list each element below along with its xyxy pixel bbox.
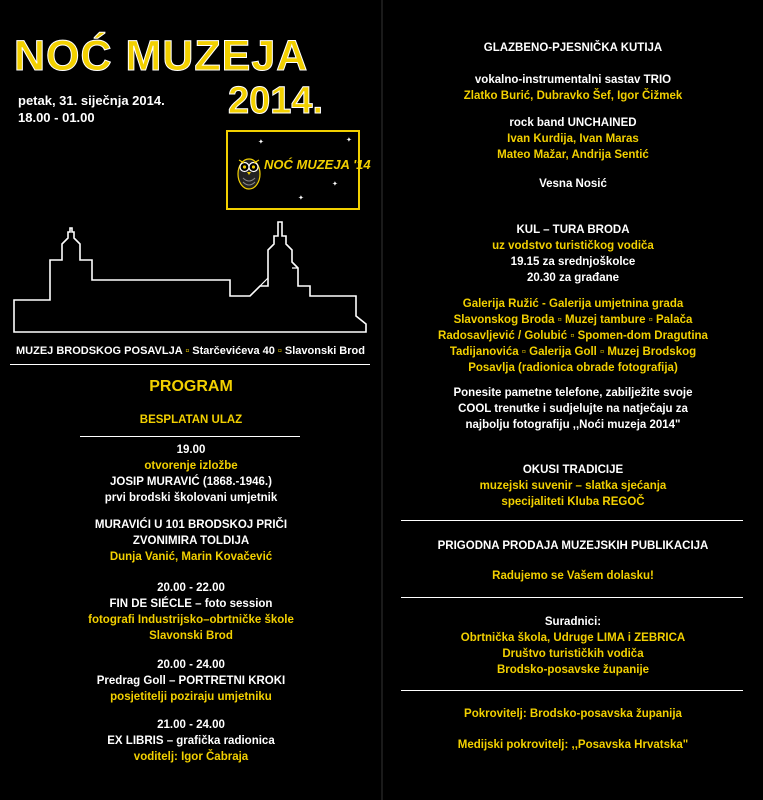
event-time: 20.00 - 24.00 xyxy=(157,659,225,671)
event-time: 18.00 - 01.00 xyxy=(18,110,95,125)
trio-members: Zlatko Burić, Dubravko Šef, Igor Čižmek xyxy=(463,90,683,102)
poster-title: NOĆ MUZEJA xyxy=(14,32,309,80)
event-item xyxy=(0,517,382,565)
contest-line: najbolju fotografiju ,,Noći muzeja 2014" xyxy=(465,419,681,431)
trio-label: vokalno-instrumentalni sastav TRIO xyxy=(474,74,672,86)
partners-section xyxy=(383,614,763,678)
tradition-line: specijaliteti Kluba REGOČ xyxy=(501,496,645,508)
band-label: rock band UNCHAINED xyxy=(509,117,637,129)
welcome-text: Radujemo se Vašem dolasku! xyxy=(492,570,654,582)
city: Slavonski Brod xyxy=(284,345,365,357)
event-line: JOSIP MURAVIĆ (1868.-1946.) xyxy=(110,476,272,488)
event-line: MURAVIĆI U 101 BRODSKOJ PRIČI xyxy=(94,519,288,531)
divider xyxy=(401,690,743,691)
event-line: ZVONIMIRA TOLDIJA xyxy=(132,535,250,547)
contest-line: Ponesite pametne telefone, zabilježite svoje xyxy=(453,387,693,399)
gallery-line: Radosavljević / Golubić ▫ Spomen-dom Dragutina xyxy=(438,330,708,342)
divider xyxy=(10,364,370,365)
contest-line: COOL trenutke i sudjelujte na natječaju za xyxy=(458,403,688,415)
program-title: PROGRAM xyxy=(149,378,233,395)
section-title: PRIGODNA PRODAJA MUZEJSKIH PUBLIKACIJA xyxy=(437,540,709,552)
logo-text: NOĆ MUZEJA '14 xyxy=(264,157,371,172)
program-heading xyxy=(0,378,382,396)
gallery-line: Tadijanovića ▫ Galerija Goll ▫ Muzej Brodskog xyxy=(449,346,697,358)
tour-time: 20.30 za građane xyxy=(526,272,620,284)
poster-year: 2014. xyxy=(228,80,324,122)
star-icon: ✦ xyxy=(298,195,304,202)
entry-info xyxy=(0,412,382,428)
event-line: Predrag Goll – PORTRETNI KROKI xyxy=(96,675,286,687)
divider xyxy=(80,436,300,437)
music-box-section xyxy=(383,40,763,56)
event-time: 21.00 - 24.00 xyxy=(157,719,225,731)
band-members: Mateo Mažar, Andrija Sentić xyxy=(497,149,649,161)
owl-icon xyxy=(236,150,262,192)
media-sponsor-line: Medijski pokrovitelj: ,,Posavska Hrvatska" xyxy=(457,739,689,751)
section-title: Suradnici: xyxy=(544,616,602,628)
separator-icon: ▫ xyxy=(185,345,190,357)
band-section xyxy=(383,115,763,163)
sale-section xyxy=(383,538,763,554)
partner-line: Brodsko-posavske županije xyxy=(496,664,650,676)
section-title: GLAZBENO-PJESNIČKA KUTIJA xyxy=(483,42,663,54)
star-icon: ✦ xyxy=(332,181,338,188)
tour-section xyxy=(383,222,763,286)
tradition-section xyxy=(383,462,763,510)
media-sponsor-section xyxy=(383,737,763,753)
sponsor-line: Pokrovitelj: Brodsko-posavska županija xyxy=(464,708,682,720)
free-entry: BESPLATAN ULAZ xyxy=(139,414,243,426)
section-title: KUL – TURA BRODA xyxy=(516,224,630,236)
star-icon: ✦ xyxy=(346,137,352,144)
street: Starčevićeva 40 xyxy=(192,345,275,357)
divider xyxy=(401,597,743,598)
poet-name: Vesna Nosić xyxy=(539,178,607,190)
separator-icon: ▫ xyxy=(277,345,282,357)
event-date: petak, 31. siječnja 2014. xyxy=(18,93,165,108)
tour-time: 19.15 za srednjoškolce xyxy=(510,256,636,268)
right-column xyxy=(383,0,763,800)
poet-section xyxy=(383,176,763,192)
trio-section xyxy=(383,72,763,104)
event-line: voditelj: Igor Čabraja xyxy=(133,751,249,763)
event-time: 20.00 - 22.00 xyxy=(157,582,225,594)
event-line: FIN DE SIÉCLE – foto session xyxy=(109,598,273,610)
galleries-list xyxy=(383,296,763,376)
event-item xyxy=(0,657,382,705)
sponsor-section xyxy=(383,706,763,722)
event-line: EX LIBRIS – grafička radionica xyxy=(107,735,275,747)
gallery-line: Galerija Ružić - Galerija umjetnina grada xyxy=(462,298,684,310)
event-logo xyxy=(226,130,371,210)
partner-line: Obrtnička škola, Udruge LIMA i ZEBRICA xyxy=(460,632,686,644)
divider xyxy=(401,520,743,521)
event-item xyxy=(0,717,382,765)
partner-line: Društvo turističkih vodiča xyxy=(502,648,644,660)
museum-address xyxy=(16,345,365,357)
tour-guide: uz vodstvo turističkog vodiča xyxy=(492,240,654,252)
event-line: posjetitelji poziraju umjetniku xyxy=(110,691,272,703)
event-time: 19.00 xyxy=(176,444,206,456)
event-line: otvorenje izložbe xyxy=(144,460,238,472)
event-line: fotografi Industrijsko–obrtničke škole xyxy=(88,614,294,626)
event-line: prvi brodski školovani umjetnik xyxy=(104,492,278,504)
museum-outline-icon xyxy=(10,220,372,342)
event-line: Dunja Vanić, Marin Kovačević xyxy=(109,551,273,563)
star-icon: ✦ xyxy=(258,139,264,146)
section-title: OKUSI TRADICIJE xyxy=(522,464,624,476)
event-item xyxy=(0,442,382,506)
gallery-line: Slavonskog Broda ▫ Muzej tambure ▫ Palača xyxy=(453,314,693,326)
museum-name: MUZEJ BRODSKOG POSAVLJA xyxy=(16,345,183,357)
welcome-section xyxy=(383,568,763,584)
tradition-line: muzejski suvenir – slatka sjećanja xyxy=(479,480,667,492)
event-line: Slavonski Brod xyxy=(149,630,233,642)
gallery-line: Posavlja (radionica obrade fotografija) xyxy=(468,362,678,374)
band-members: Ivan Kurdija, Ivan Maras xyxy=(507,133,639,145)
event-item xyxy=(0,580,382,644)
photo-contest xyxy=(383,385,763,433)
